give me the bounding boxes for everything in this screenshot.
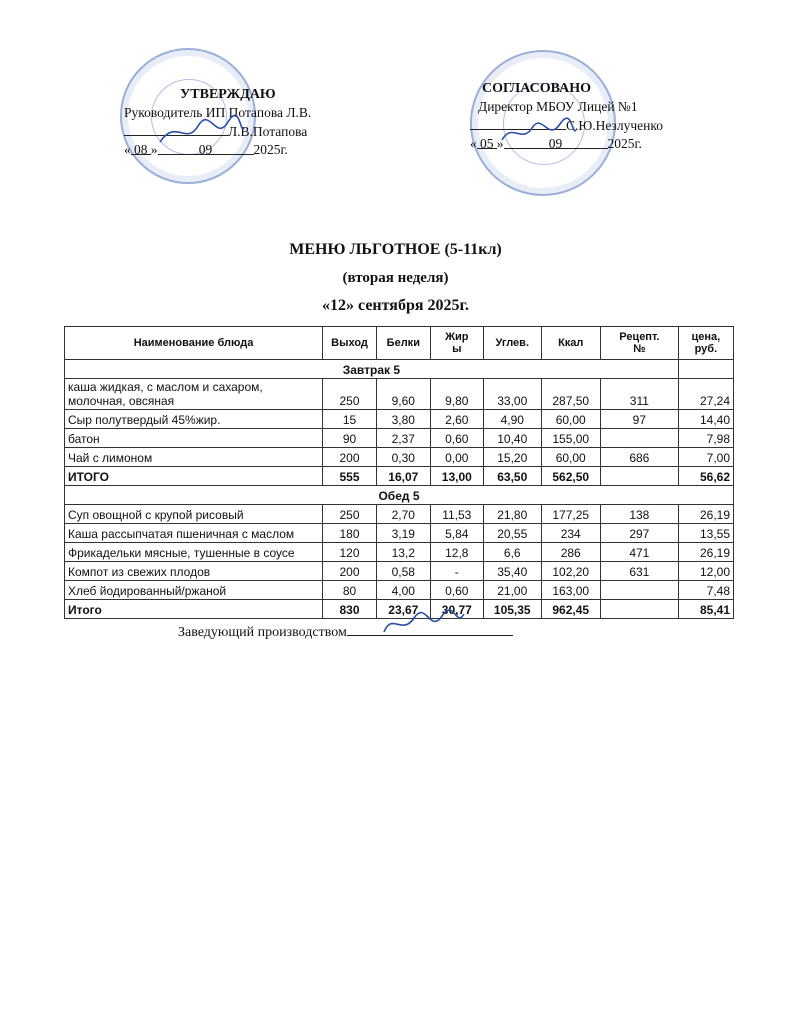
section-label: Обед 5 — [65, 486, 734, 505]
agreed-heading: СОГЛАСОВАНО — [482, 81, 591, 96]
approved-date: « 08 » 09 2025г. — [124, 142, 288, 157]
agreed-month: 09 — [504, 135, 608, 149]
menu-table — [64, 326, 734, 619]
table-row: каша жидкая, с маслом и сахаром, молочная, овсяная 250 9,60 9,80 33,00 287,50 311 27,24 — [65, 379, 734, 410]
table-row: Суп овощной с крупой рисовый 250 2,70 11,53 21,80 177,25 138 26,19 — [65, 505, 734, 524]
table-row: Каша рассыпчатая пшеничная с маслом 180 3,19 5,84 20,55 234 297 13,55 — [65, 524, 734, 543]
table-row: Сыр полутвердый 45%жир. 15 3,80 2,60 4,90 60,00 97 14,40 — [65, 410, 734, 429]
agreed-signer: С.Ю.Незлученко — [566, 118, 663, 133]
header-out: Выход — [323, 327, 377, 360]
total-row-breakfast: ИТОГО 555 16,07 13,00 63,50 562,50 56,62 — [65, 467, 734, 486]
approved-signature — [156, 112, 246, 152]
header-kcal: Ккал — [541, 327, 600, 360]
header-name: Наименование блюда — [65, 327, 323, 360]
agreed-day: 05 — [477, 135, 497, 149]
approved-heading: УТВЕРЖДАЮ — [180, 87, 276, 102]
section-label: Завтрак 5 — [65, 360, 679, 379]
table-row: Компот из свежих плодов 200 0,58 - 35,40 102,20 631 12,00 — [65, 562, 734, 581]
footer-signature — [378, 606, 468, 646]
footer-label: Заведующий производством — [178, 625, 347, 640]
approved-position: Руководитель ИП Потапова Л.В. — [124, 105, 312, 120]
menu-date: «12» сентября 2025г. — [322, 297, 469, 314]
header-fat: Жир ы — [430, 327, 483, 360]
table-row: батон 90 2,37 0,60 10,40 155,00 7,98 — [65, 429, 734, 448]
header-recipe: Рецепт. № — [600, 327, 678, 360]
section-row-lunch — [65, 486, 734, 505]
menu-title: МЕНЮ ЛЬГОТНОЕ (5-11кл) — [289, 241, 502, 258]
approved-year: 2025г. — [253, 142, 288, 157]
header-carb: Углев. — [483, 327, 541, 360]
agreed-signature — [498, 112, 578, 152]
approved-signer: Л.В.Потапова — [228, 124, 308, 139]
agreed-year: 2025г. — [607, 136, 642, 151]
agreed-date: « 05 » 09 2025г. — [470, 136, 642, 151]
total-row-lunch: Итого 830 23,67 30,77 105,35 962,45 85,41 — [65, 600, 734, 619]
table-header-row — [65, 327, 734, 360]
table-row: Фрикадельки мясные, тушенные в соусе 120 13,2 12,8 6,6 286 471 26,19 — [65, 543, 734, 562]
header-price: цена, руб. — [678, 327, 733, 360]
menu-subtitle: (вторая неделя) — [342, 270, 449, 286]
agreed-position: Директор МБОУ Лицей №1 — [478, 99, 638, 114]
section-row-breakfast — [65, 360, 734, 379]
approved-month: 09 — [158, 141, 254, 155]
header-protein: Белки — [377, 327, 431, 360]
table-row: Чай с лимоном 200 0,30 0,00 15,20 60,00 686 7,00 — [65, 448, 734, 467]
table-row: Хлеб йодированный/ржаной 80 4,00 0,60 21,00 163,00 7,48 — [65, 581, 734, 600]
approved-day: 08 — [131, 141, 151, 155]
